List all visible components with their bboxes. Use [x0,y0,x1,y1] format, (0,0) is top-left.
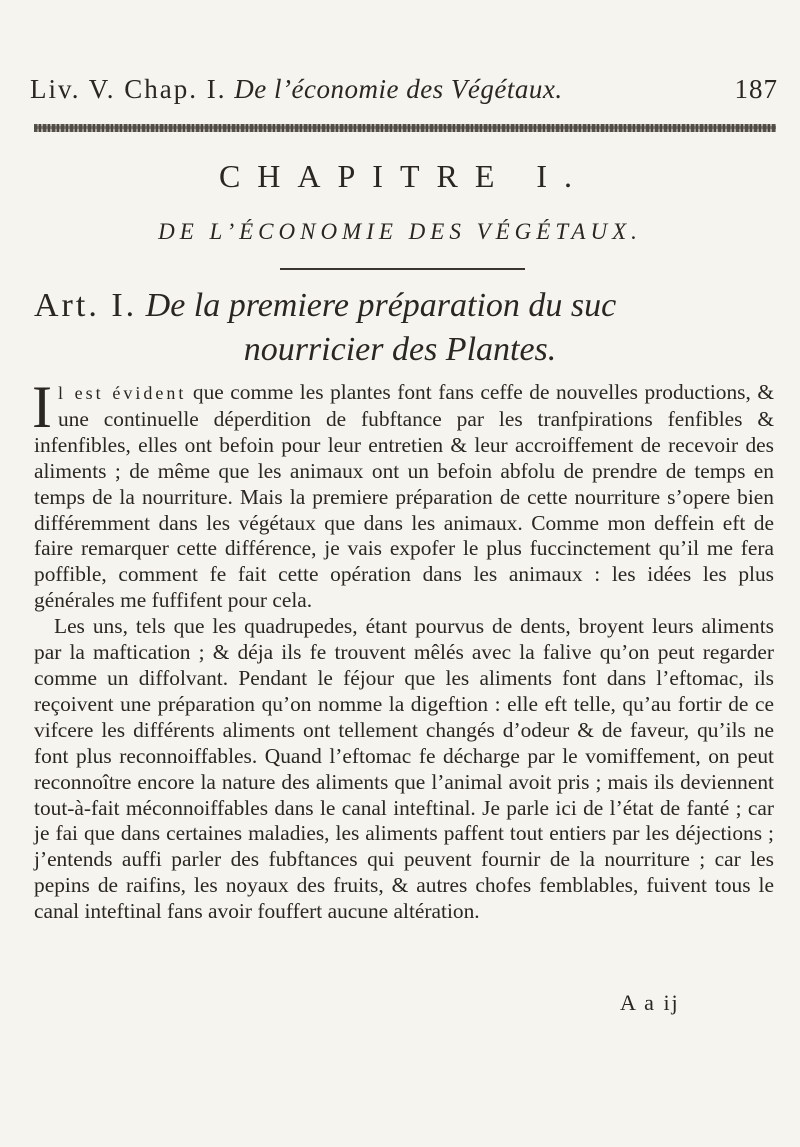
drop-cap: I [32,374,52,440]
paragraph-1 [32,374,775,614]
ornamental-rule [34,124,776,132]
article-title-line2: nourricier des Plantes. [243,331,557,368]
article-title-line1: De la premiere préparation du suc [145,287,617,324]
article-label: Art. I. [34,287,138,324]
paragraph-1-text: que comme les plantes font fans ceffe de nouvelles productions, & une continuelle déperdition de fubftance par les tranfpirations fenfibles & infenfibles, elles ont befoin pour leur entretien & leur accroiffement de recevoir des aliments ; de même que les animaux ont un befoin abfolu de prendre de temps en temps de la nourriture. Mais la premiere préparation de cette nourriture s’opere bien différemment dans les végétaux que dans les animaux. Comme mon deffein eft de faire remarquer cette différence, je vais expofer le plus fuccinctement qu’il me fera poffible, comment fe fait cette opération dans les animaux : les idées les plus générales me fuffifent pour cela. [34,380,775,613]
chapter-subtitle: DE L’ÉCONOMIE DES VÉGÉTAUX. [158,219,642,244]
opening-words: l est évident [57,383,187,403]
signature-mark: A a ij [620,990,680,1015]
page-number: 187 [734,74,778,104]
running-head [30,74,778,104]
chapter-reference: Liv. V. Chap. I. [30,74,227,104]
body-text [32,374,775,925]
paragraph-2: Les uns, tels que les quadrupedes, étant pourvus de dents, broyent leurs aliments par la maftication ; & déja ils fe trouvent mêlés avec la falive qu’on peut regarder comme un diffolvant. Pendant le féjour que les aliments font dans l’eftomac, ils reçoivent une préparation qu’on nomme la digeftion : elle eft telle, qu’au fortir de ce vifcere les différents aliments ont tellement changés d’odeur & de faveur, qu’ils ne font plus reconnoiffables. Quand l’eftomac fe décharge par le vomiffement, on peut reconnoître encore la nature des aliments que l’animal avoit pris ; mais ils deviennent tout-à-fait méconnoiffables dans le canal inteftinal. Je parle ici de l’état de fanté ; car je fai que dans certaines maladies, les aliments paffent tout entiers par les déjections ; j’entends auffi parler des fubftances qui peuvent fournir de la nourriture ; car les pepins de raifins, les noyaux des fruits, & autres chofes femblables, fuivent tous le canal inteftinal fans avoir fouffert aucune altération. [34,614,774,924]
article-heading [34,286,774,326]
chapter-heading: CHAPITRE I. [218,158,590,194]
running-title: De l’économie des Végétaux. [234,74,563,104]
section-divider [280,268,525,270]
